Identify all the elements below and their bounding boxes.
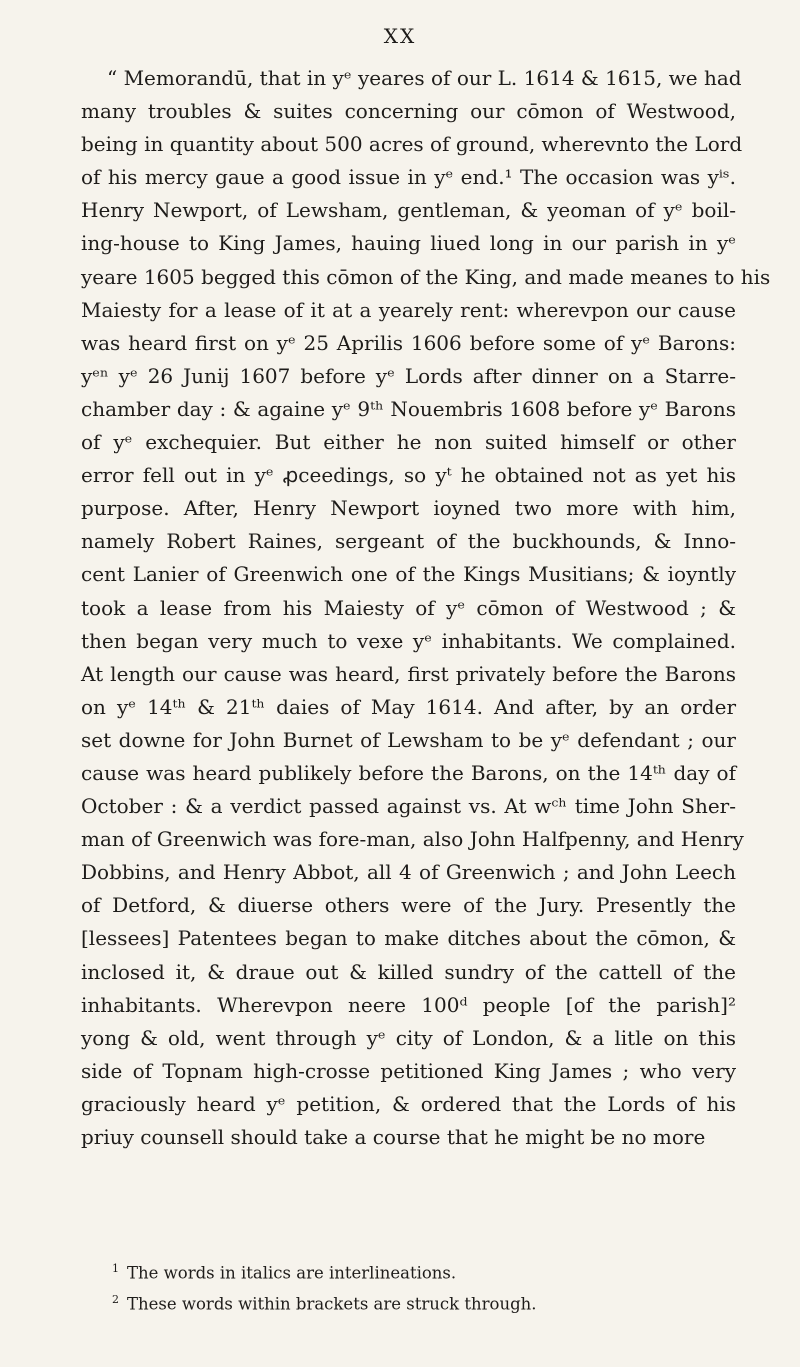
- text-line: man of Greenwich was fore-man, also John Halfpenny, and Henry: [81, 827, 744, 852]
- text-line: being in quantity about 500 acres of ground, wherevnto the Lord: [81, 132, 743, 157]
- text-line: “ Memorandū, that in yᵉ yeares of our L. 1614 & 1615, we had: [107, 66, 742, 90]
- footnote-number: 1: [112, 1262, 119, 1275]
- text-line: set downe for John Burnet of Lewsham to be yᵉ defendant ; our: [81, 727, 736, 752]
- text-line: At length our cause was heard, first privately before the Barons: [81, 661, 736, 686]
- text-line: inclosed it, & draue out & killed sundry of the cattell of the: [81, 959, 736, 984]
- text-line: cause was heard publikely before the Barons, on the 14ᵗʰ day of: [81, 760, 736, 785]
- footnotes: [112, 1256, 732, 1317]
- text-line: took a lease from his Maiesty of yᵉ cōmon of Westwood ; &: [81, 595, 736, 620]
- text-line: side of Topnam high-crosse petitioned King James ; who very: [81, 1058, 736, 1083]
- text-line: Dobbins, and Henry Abbot, all 4 of Greenwich ; and John Leech: [81, 860, 736, 885]
- text-line: October : & a verdict passed against vs. At wᶜʰ time John Sher-: [81, 794, 736, 819]
- text-line: Maiesty for a lease of it at a yearely rent: wherevpon our cause: [81, 297, 736, 322]
- text-line: yong & old, went through yᵉ city of London, & a litle on this: [81, 1025, 736, 1050]
- text-line: of Detford, & diuerse others were of the Jury. Presently the: [81, 893, 736, 918]
- text-line: of yᵉ exchequier. But either he non suited himself or other: [81, 430, 736, 455]
- text-line: of his mercy gaue a good issue in yᵉ end.¹ The occasion was yⁱˢ.: [81, 165, 736, 190]
- text-line: many troubles & suites concerning our cōmon of Westwood,: [81, 99, 736, 124]
- text-line: namely Robert Raines, sergeant of the buckhounds, & Inno-: [81, 529, 736, 554]
- text-line: Henry Newport, of Lewsham, gentleman, & yeoman of yᵉ boil-: [81, 198, 736, 223]
- text-line: on yᵉ 14ᵗʰ & 21ᵗʰ daies of May 1614. And after, by an order: [81, 694, 736, 719]
- text-line: was heard first on yᵉ 25 Aprilis 1606 before some of yᵉ Barons:: [81, 330, 736, 355]
- text-line: yeare 1605 begged this cōmon of the King, and made meanes to his: [81, 264, 771, 289]
- text-line: cent Lanier of Greenwich one of the Kings Musitians; & ioyntly: [81, 562, 736, 587]
- text-line: graciously heard yᵉ petition, & ordered that the Lords of his: [81, 1091, 736, 1116]
- text-line: yᵉⁿ yᵉ 26 Junij 1607 before yᵉ Lords after dinner on a Starre-: [81, 363, 736, 388]
- page-number-header: XX: [383, 24, 417, 48]
- text-line: [lessees] Patentees began to make ditches about the cōmon, &: [81, 926, 736, 951]
- text-line: ing-house to King James, hauing liued long in our parish in yᵉ: [81, 231, 736, 256]
- text-line: inhabitants. Wherevpon neere 100ᵈ people [of the parish]²: [81, 992, 736, 1017]
- text-line: then began very much to vexe yᵉ inhabitants. We complained.: [81, 628, 736, 653]
- body-text: [81, 62, 771, 1154]
- footnote: [112, 1287, 732, 1318]
- text-line: chamber day : & againe yᵉ 9ᵗʰ Nouembris 1608 before yᵉ Barons: [81, 396, 736, 421]
- text-line: error fell out in yᵉ ꝓceedings, so yᵗ he obtained not as yet his: [81, 463, 736, 488]
- footnote: [112, 1256, 732, 1287]
- footnote-text: These words within brackets are struck through.: [127, 1294, 537, 1313]
- text-line: purpose. After, Henry Newport ioyned two more with him,: [81, 496, 736, 521]
- footnote-number: 2: [112, 1292, 119, 1306]
- text-line: priuy counsell should take a course that he might be no more: [81, 1125, 706, 1149]
- footnote-text: The words in italics are interlineations.: [127, 1263, 457, 1283]
